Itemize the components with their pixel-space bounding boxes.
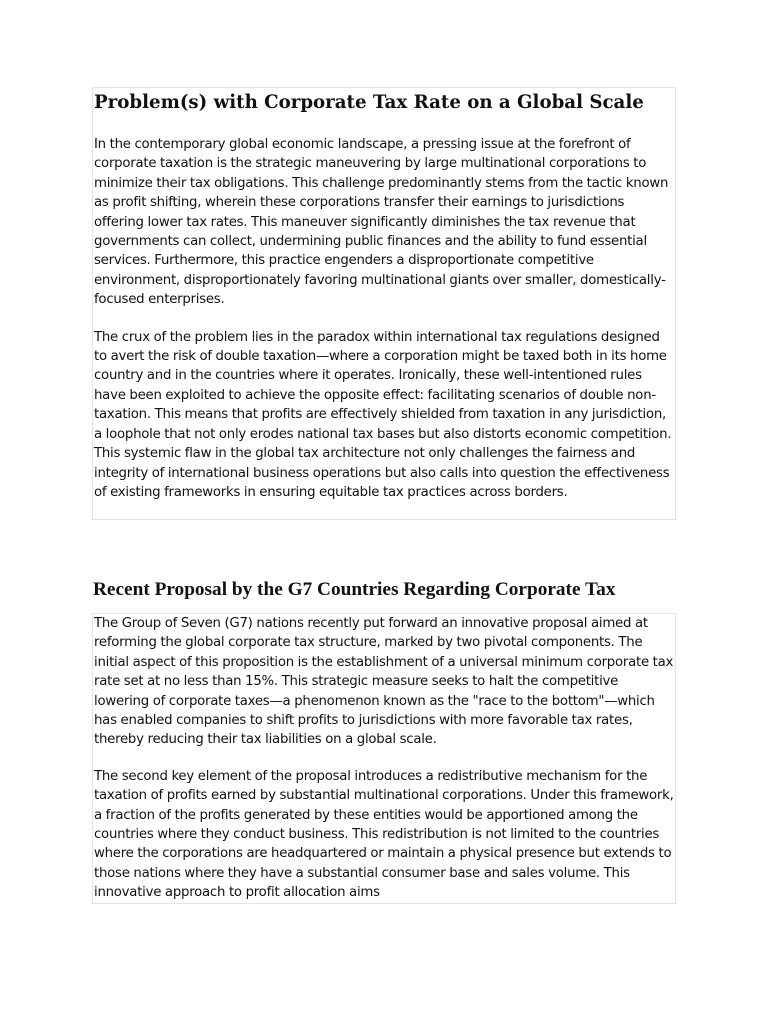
section-heading: Problem(s) with Corporate Tax Rate on a Global Scale bbox=[94, 92, 644, 113]
section-heading: Recent Proposal by the G7 Countries Regarding Corporate Tax bbox=[93, 579, 616, 600]
paragraph: In the contemporary global economic landscape, a pressing issue at the forefront of corporate taxation is the strategic maneuvering by large multinational corporations to minimize their tax obligations. This challenge predominantly stems from the tactic known as profit shifting, wherein these corporations transfer their earnings to jurisdictions offering lower tax rates. This maneuver significantly diminishes the tax revenue that governments can collect, undermining public finances and the ability to fund essential services. Furthermore, this practice engenders a disproportionate competitive environment, disproportionately favoring multinational giants over smaller, domestically-focused enterprises. bbox=[94, 137, 669, 308]
paragraph: The Group of Seven (G7) nations recently put forward an innovative proposal aimed at reforming the global corporate tax structure, marked by two pivotal components. The initial aspect of this proposition is the establishment of a universal minimum corporate tax rate set at no less than 15%. This strategic measure seeks to halt the competitive lowering of corporate taxes—a phenomenon known as the "race to the bottom"—which has enabled companies to shift profits to jurisdictions with more favorable tax rates, thereby reducing their tax liabilities on a global scale. bbox=[94, 616, 674, 748]
section-corporate-tax-problems bbox=[92, 87, 676, 520]
paragraph: The second key element of the proposal introduces a redistributive mechanism for the taxation of profits earned by substantial multinational corporations. Under this framework, a fraction of the profits generated by these entities would be apportioned among the countries where they conduct business. This redistribution is not limited to the countries where the corporations are headquartered or maintain a physical presence but extends to those nations where they have a substantial consumer base and sales volume. This innovative approach to profit allocation aims bbox=[94, 768, 674, 901]
paragraph: The crux of the problem lies in the paradox within international tax regulations designed to avert the risk of double taxation—where a corporation might be taxed both in its home country and in the countries where it operates. Ironically, these well-intentioned rules have been exploited to achieve the opposite effect: facilitating scenarios of double non-taxation. This means that profits are effectively shielded from taxation in any jurisdiction, a loophole that not only erodes national tax bases but also distorts economic competition. This systemic flaw in the global tax architecture not only challenges the fairness and integrity of international business operations but also calls into question the effectiveness of existing frameworks in ensuring equitable tax practices across borders. bbox=[94, 329, 672, 500]
section-g7-proposal bbox=[92, 613, 676, 904]
